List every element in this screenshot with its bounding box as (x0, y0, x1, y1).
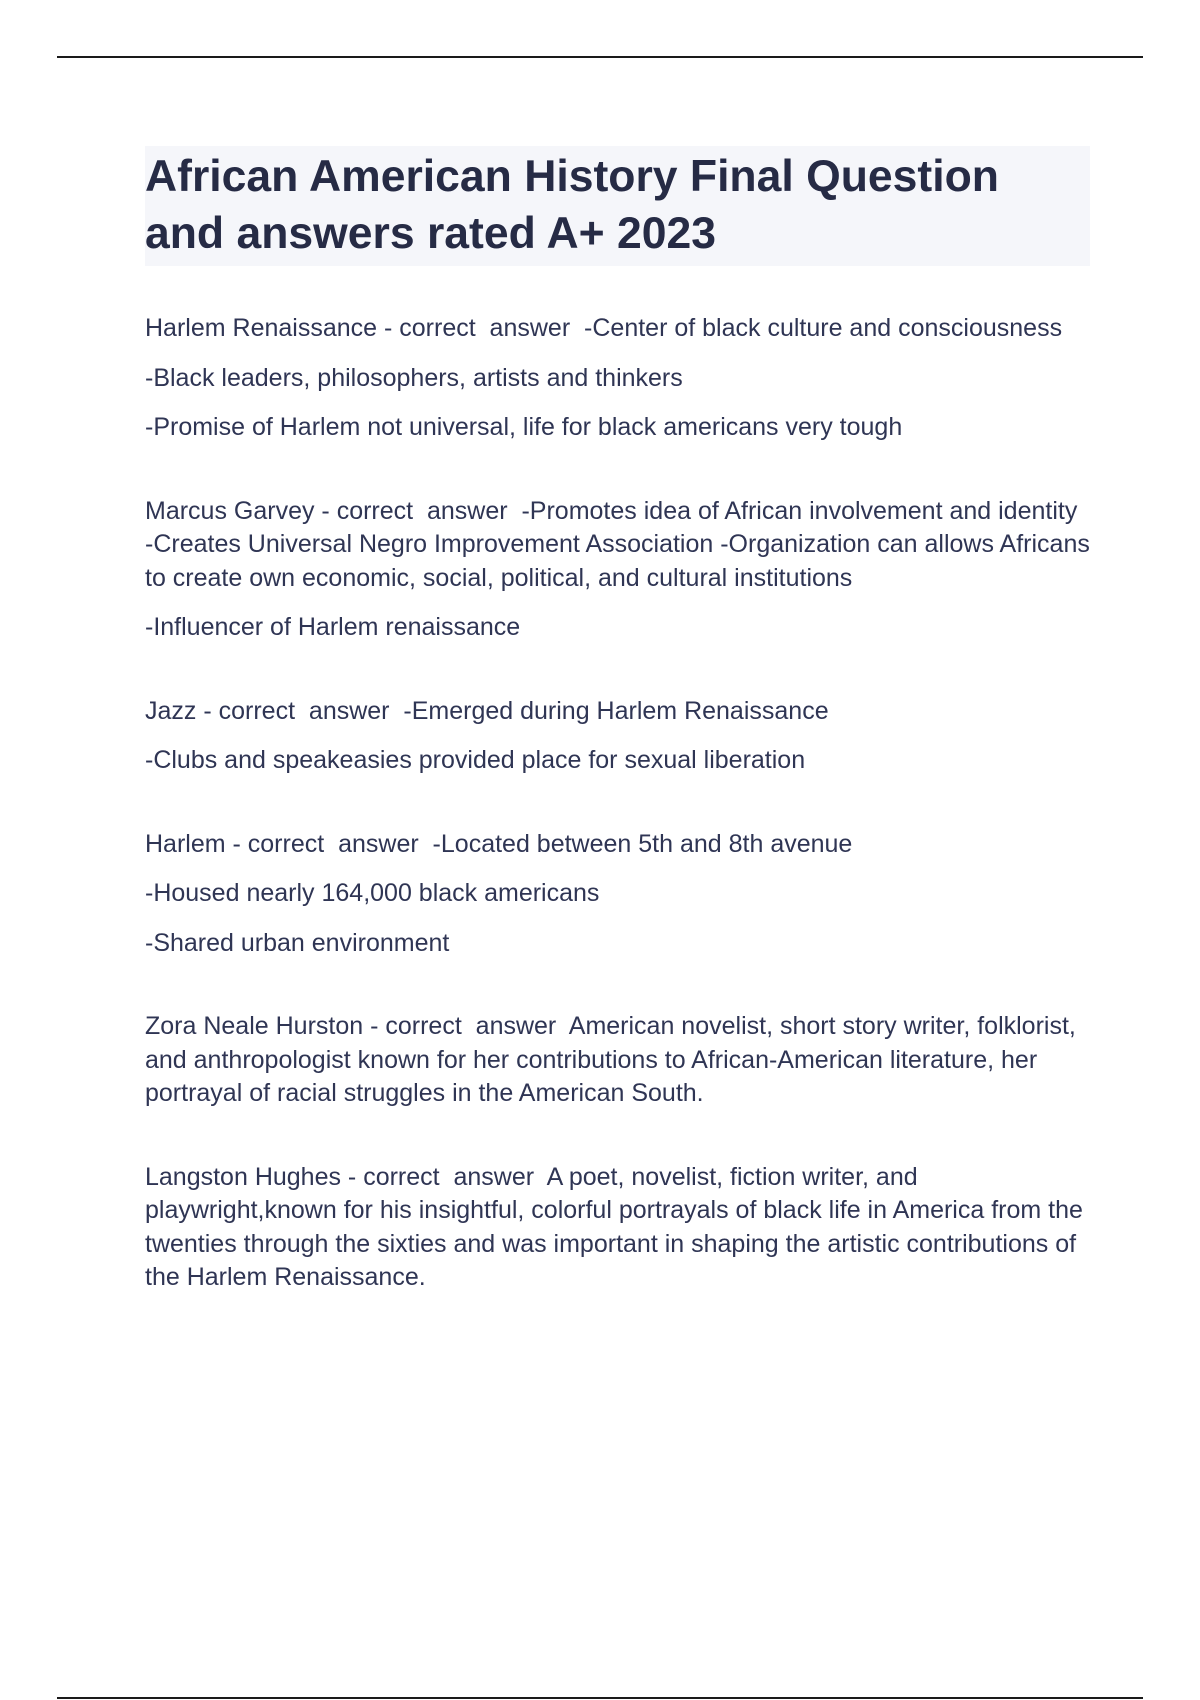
qa-entry-marcus-garvey (145, 495, 1097, 645)
document-title (145, 148, 1086, 262)
document-body (145, 146, 1097, 1345)
qa-line: -Black leaders, philosophers, artists and thinkers (145, 363, 683, 392)
bottom-rule (57, 1697, 1143, 1699)
qa-lead: Marcus Garvey - correct answer -Promotes idea of African involvement and identity -Creates Universal Negro Improvement Association -Organization can allows Africans to create own economic, social, political, and cultural institutions (145, 496, 1097, 592)
qa-lead: Zora Neale Hurston - correct answer American novelist, short story writer, folklorist, and anthropologist known for her contributions to African-American literature, her portrayal of racial struggles in the American South. (145, 1012, 1083, 1107)
qa-line: -Clubs and speakeasies provided place for sexual liberation (145, 746, 806, 774)
title-block (145, 146, 1090, 266)
qa-line: -Shared urban environment (145, 928, 450, 957)
qa-entry-harlem-renaissance (145, 312, 1090, 445)
top-rule (57, 56, 1143, 58)
qa-lead: Langston Hughes - correct answer A poet, novelist, fiction writer, and playwright,known for his insightful, colorful portrayals of black life in America from the twenties through the sixties and was important in shaping the artistic contributions of the Harlem Renaissance. (145, 1162, 1090, 1291)
qa-line: -Housed nearly 164,000 black americans (145, 879, 600, 907)
title-line-1: African American History Final Question (145, 152, 999, 201)
qa-line: -Influencer of Harlem renaissance (145, 613, 521, 641)
qa-lead: Jazz - correct answer -Emerged during Harlem Renaissance (145, 696, 829, 725)
qa-entry-harlem (145, 828, 1090, 961)
qa-entry-zora-neale-hurston (145, 1010, 1090, 1111)
qa-entry-jazz (145, 695, 1090, 778)
qa-entry-langston-hughes (145, 1161, 1090, 1295)
qa-lead: Harlem Renaissance - correct answer -Center of black culture and consciousness (145, 314, 1063, 342)
title-line-2: and answers rated A+ 2023 (145, 209, 716, 258)
qa-lead: Harlem - correct answer -Located between 5th and 8th avenue (145, 829, 853, 858)
qa-line: -Promise of Harlem not universal, life for black americans very tough (145, 413, 903, 441)
